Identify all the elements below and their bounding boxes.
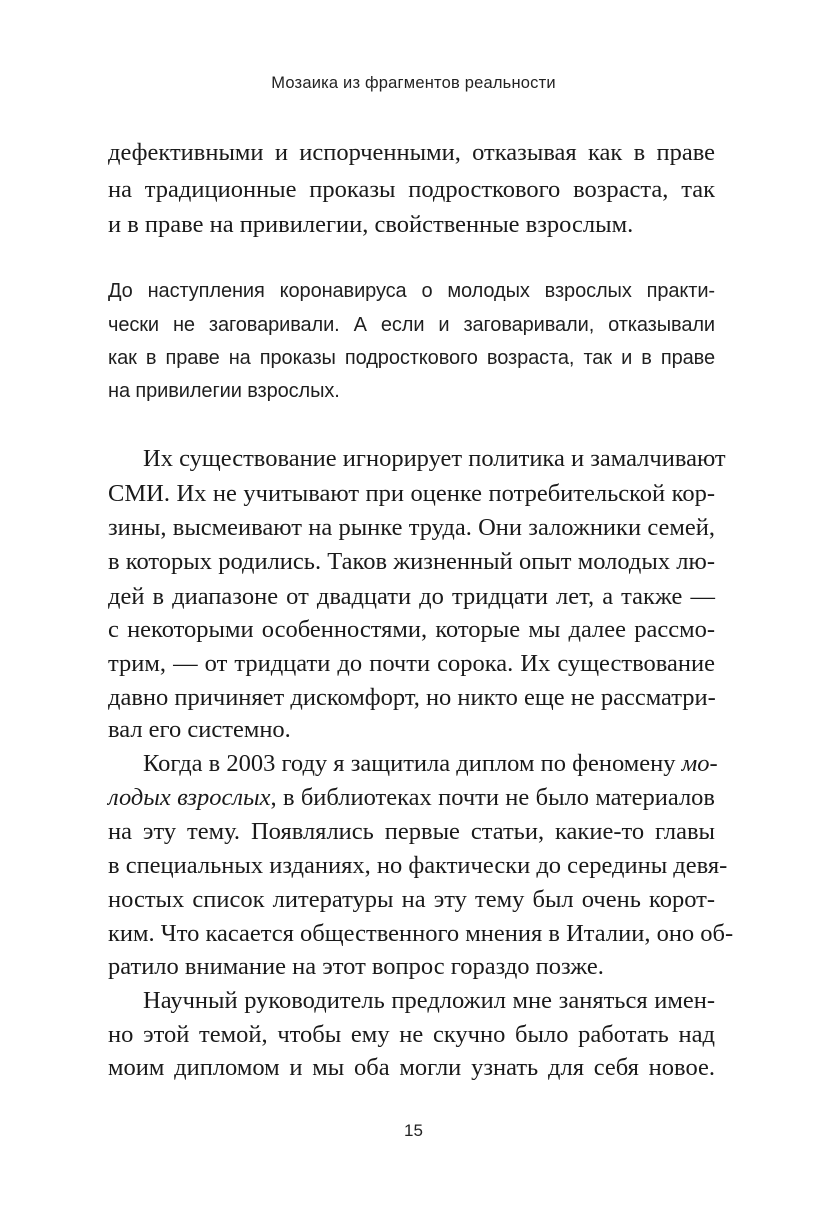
italic-term: лодых взрослых: [108, 784, 271, 811]
paragraph-line: на эту тему. Появлялись первые статьи, какие-то главы: [108, 818, 715, 845]
callout-line: как в праве на проказы подросткового возраста, так и в праве: [108, 347, 715, 369]
paragraph-line: СМИ. Их не учитывают при оценке потребительской кор-: [108, 480, 715, 507]
callout-line: До наступления коронавируса о молодых взрослых практи-: [108, 280, 715, 302]
paragraph-line: зины, высмеивают на рынке труда. Они заложники семей,: [108, 514, 715, 541]
italic-term: мо-: [681, 750, 718, 777]
paragraph-line: на традиционные проказы подросткового возраста, так: [108, 176, 715, 203]
paragraph-line: ностых список литературы на эту тему был очень корот-: [108, 886, 715, 913]
paragraph-line: с некоторыми особенностями, которые мы далее рассмо-: [108, 616, 715, 643]
paragraph-line: Научный руководитель предложил мне заняться имен-: [143, 987, 715, 1014]
running-head: Мозаика из фрагментов реальности: [271, 74, 556, 92]
paragraph-line: вал его системно.: [108, 716, 291, 743]
paragraph-line: дей в диапазоне от двадцати до тридцати лет, а также —: [108, 583, 715, 610]
paragraph-line: моим дипломом и мы оба могли узнать для себя новое.: [108, 1054, 715, 1081]
paragraph-line: давно причиняет дискомфорт, но никто еще не рассматри-: [108, 684, 716, 711]
paragraph-line: и в праве на привилегии, свойственные взрослым.: [108, 211, 634, 238]
paragraph-line: в специальных изданиях, но фактически до середины девя-: [108, 852, 728, 879]
paragraph-line: [108, 782, 715, 814]
callout-line: на привилегии взрослых.: [108, 380, 340, 402]
paragraph-line: трим, — от тридцати до почти сорока. Их существование: [108, 650, 715, 677]
paragraph-line: но этой темой, чтобы ему не скучно было работать над: [108, 1021, 715, 1048]
paragraph-text: Когда в 2003 году я защитила диплом по феномену: [143, 750, 682, 777]
paragraph-line: Их существование игнорирует политика и замалчивают: [143, 445, 726, 472]
paragraph-line: ким. Что касается общественного мнения в Италии, оно об-: [108, 920, 734, 947]
paragraph-line: в которых родились. Таков жизненный опыт молодых лю-: [108, 548, 715, 575]
paragraph-text: , в библиотеках почти не было материалов: [270, 784, 715, 811]
paragraph-line: дефективными и испорченными, отказывая как в праве: [108, 139, 715, 166]
paragraph-line: ратило внимание на этот вопрос гораздо позже.: [108, 953, 604, 980]
page-number: 15: [404, 1121, 423, 1140]
paragraph-line: [143, 748, 718, 780]
callout-line: чески не заговаривали. А если и заговаривали, отказывали: [108, 314, 715, 336]
